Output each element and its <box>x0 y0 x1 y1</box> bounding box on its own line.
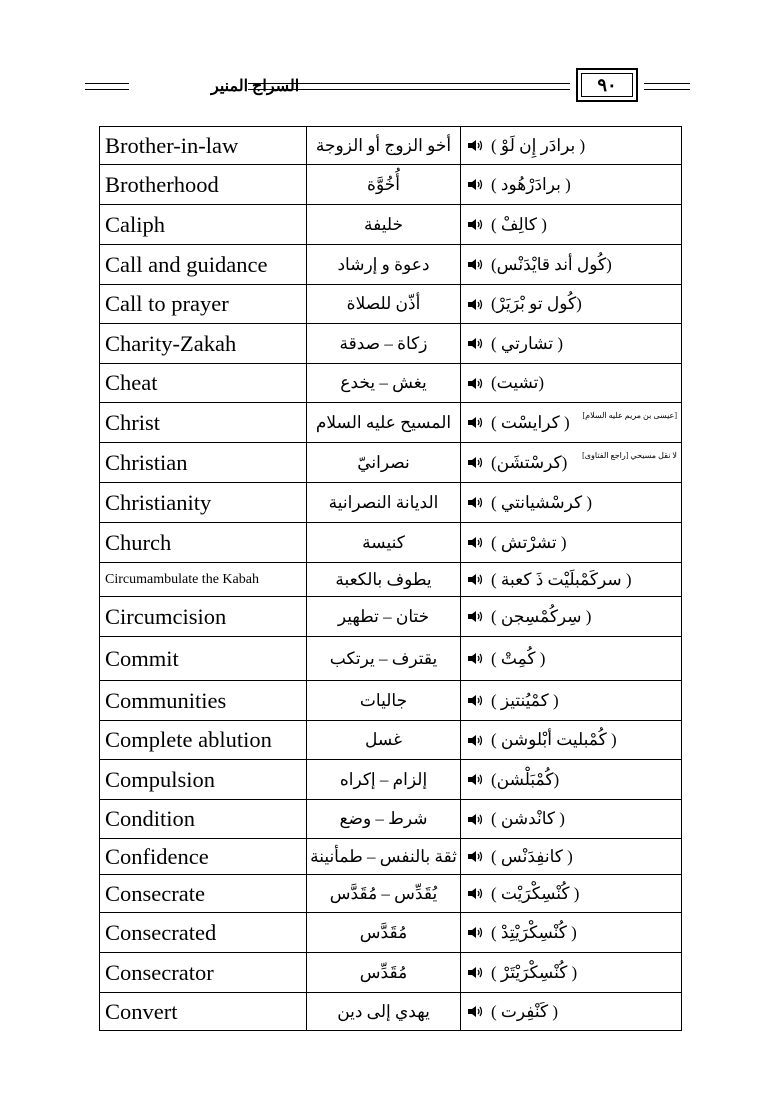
table-row <box>100 993 682 1031</box>
pronunciation-cell <box>461 953 682 993</box>
pronunciation-cell <box>461 127 682 165</box>
table-row <box>100 285 682 324</box>
header-rule <box>248 83 570 84</box>
english-term: Brotherhood <box>100 165 307 205</box>
pronunciation-text: ( تشارتي ) <box>491 333 564 353</box>
pronunciation-cell <box>461 403 682 443</box>
table-row <box>100 800 682 839</box>
english-term: Commit <box>100 637 307 681</box>
header-rule <box>85 89 129 90</box>
table-row <box>100 760 682 800</box>
english-term: Complete ablution <box>100 721 307 760</box>
pronunciation-text: (كرسْتشَن) <box>491 452 568 472</box>
english-term: Compulsion <box>100 760 307 800</box>
english-term: Christ <box>100 403 307 443</box>
table-row <box>100 245 682 285</box>
header-rule <box>85 83 129 84</box>
english-term: Circumambulate the Kabah <box>100 563 307 597</box>
english-term: Caliph <box>100 205 307 245</box>
pronunciation-text: ( كُنْسِكْرَيْت ) <box>491 883 580 903</box>
arabic-meaning: الديانة النصرانية <box>307 483 461 523</box>
page-number-box <box>576 68 638 102</box>
arabic-meaning: جاليات <box>307 681 461 721</box>
english-term: Christian <box>100 443 307 483</box>
table-row <box>100 127 682 165</box>
table-row <box>100 364 682 403</box>
pronunciation-cell <box>461 875 682 913</box>
arabic-meaning: زكاة – صدقة <box>307 324 461 364</box>
pronunciation-text: (كُمْبَلْشن) <box>491 769 560 789</box>
speaker-icon[interactable] <box>467 1005 483 1018</box>
arabic-meaning: غسل <box>307 721 461 760</box>
pronunciation-text: ( كرايسْت ) <box>491 412 570 432</box>
speaker-icon[interactable] <box>467 178 483 191</box>
pronunciation-cell <box>461 993 682 1031</box>
pronunciation-cell <box>461 245 682 285</box>
english-term: Circumcision <box>100 597 307 637</box>
pronunciation-note: [عيسى بن مريم عليه السلام] <box>582 411 677 420</box>
english-term: Cheat <box>100 364 307 403</box>
pronunciation-text: ( كانْدشن ) <box>491 809 565 828</box>
speaker-icon[interactable] <box>467 573 483 586</box>
arabic-meaning: مُقَدِّس <box>307 953 461 993</box>
pronunciation-text: ( برادَر إِن لَوْ ) <box>491 135 586 155</box>
table-row <box>100 324 682 364</box>
pronunciation-text: (كُول أند قايْدَنْس) <box>491 254 612 274</box>
pronunciation-cell <box>461 324 682 364</box>
pronunciation-cell <box>461 285 682 324</box>
pronunciation-cell <box>461 800 682 839</box>
pronunciation-cell <box>461 839 682 875</box>
speaker-icon[interactable] <box>467 416 483 429</box>
speaker-icon[interactable] <box>467 610 483 623</box>
english-term: Call and guidance <box>100 245 307 285</box>
arabic-meaning: يطوف بالكعبة <box>307 563 461 597</box>
pronunciation-text: ( كمْيُنتيز ) <box>491 690 559 710</box>
pronunciation-text: ( كُمْبليت أبْلوشن ) <box>491 730 617 749</box>
speaker-icon[interactable] <box>467 694 483 707</box>
table-row <box>100 563 682 597</box>
speaker-icon[interactable] <box>467 734 483 747</box>
speaker-icon[interactable] <box>467 496 483 509</box>
arabic-meaning: نصرانيّ <box>307 443 461 483</box>
arabic-meaning: المسيح عليه السلام <box>307 403 461 443</box>
pronunciation-text: ( كُنْسِكْرَيْتَرْ ) <box>491 962 578 982</box>
table-row <box>100 875 682 913</box>
arabic-meaning: أخو الزوج أو الزوجة <box>307 127 461 165</box>
pronunciation-cell <box>461 205 682 245</box>
arabic-meaning: أذّن للصلاة <box>307 285 461 324</box>
pronunciation-text: ( سِركُمْسِجن ) <box>491 606 592 626</box>
page-number: ٩٠ <box>581 73 633 97</box>
pronunciation-cell <box>461 721 682 760</box>
pronunciation-cell <box>461 681 682 721</box>
pronunciation-text: ( كُنْسِكْرَيْتِدْ ) <box>491 922 577 942</box>
english-term: Consecrator <box>100 953 307 993</box>
speaker-icon[interactable] <box>467 887 483 900</box>
pronunciation-note: لا نقل مسيحي [راجع الفتاوى] <box>582 451 677 460</box>
english-term: Church <box>100 523 307 563</box>
arabic-meaning: يغش – يخدع <box>307 364 461 403</box>
header-rule <box>248 89 570 90</box>
arabic-meaning: دعوة و إرشاد <box>307 245 461 285</box>
arabic-meaning: كنيسة <box>307 523 461 563</box>
table-row <box>100 443 682 483</box>
pronunciation-cell <box>461 364 682 403</box>
pronunciation-text: ( كَنْفِرت ) <box>491 1001 559 1021</box>
speaker-icon[interactable] <box>467 298 483 311</box>
arabic-meaning: إلزام – إكراه <box>307 760 461 800</box>
table-row <box>100 721 682 760</box>
glossary-table <box>99 126 682 1031</box>
pronunciation-cell <box>461 760 682 800</box>
pronunciation-cell <box>461 913 682 953</box>
arabic-meaning: أُخُوَّة <box>307 165 461 205</box>
speaker-icon[interactable] <box>467 966 483 979</box>
english-term: Condition <box>100 800 307 839</box>
speaker-icon[interactable] <box>467 536 483 549</box>
table-row <box>100 953 682 993</box>
table-row <box>100 523 682 563</box>
pronunciation-cell <box>461 165 682 205</box>
table-row <box>100 681 682 721</box>
speaker-icon[interactable] <box>467 652 483 665</box>
speaker-icon[interactable] <box>467 926 483 939</box>
pronunciation-text: ( سركَمْبلَيْت ذَ كعبة ) <box>491 569 632 589</box>
table-row <box>100 205 682 245</box>
table-row <box>100 839 682 875</box>
speaker-icon[interactable] <box>467 258 483 271</box>
pronunciation-cell <box>461 443 682 483</box>
header-rule <box>644 83 690 84</box>
speaker-icon[interactable] <box>467 337 483 350</box>
arabic-meaning: شرط – وضع <box>307 800 461 839</box>
pronunciation-cell <box>461 597 682 637</box>
english-term: Confidence <box>100 839 307 875</box>
pronunciation-cell <box>461 637 682 681</box>
speaker-icon[interactable] <box>467 773 483 786</box>
english-term: Christianity <box>100 483 307 523</box>
english-term: Communities <box>100 681 307 721</box>
pronunciation-cell <box>461 523 682 563</box>
book-title: السراج المنير <box>211 78 300 95</box>
english-term: Brother-in-law <box>100 127 307 165</box>
arabic-meaning: يُقَدِّس – مُقَدَّس <box>307 875 461 913</box>
table-row <box>100 403 682 443</box>
arabic-meaning: يهدي إلى دين <box>307 993 461 1031</box>
speaker-icon[interactable] <box>467 813 483 826</box>
english-term: Convert <box>100 993 307 1031</box>
arabic-meaning: خليفة <box>307 205 461 245</box>
pronunciation-cell <box>461 483 682 523</box>
pronunciation-text: ( برادَرْهُود ) <box>491 174 571 194</box>
table-row <box>100 483 682 523</box>
pronunciation-text: ( كُمِتْ ) <box>491 648 546 668</box>
pronunciation-cell <box>461 563 682 597</box>
pronunciation-text: ( كرسْشيانتي ) <box>491 492 593 512</box>
page-header <box>80 66 692 106</box>
header-rule <box>644 89 690 90</box>
english-term: Call to prayer <box>100 285 307 324</box>
table-row <box>100 637 682 681</box>
table-row <box>100 165 682 205</box>
pronunciation-text: (كُول تو بْرَيَرْ) <box>491 294 582 313</box>
arabic-meaning: يقترف – يرتكب <box>307 637 461 681</box>
table-row <box>100 597 682 637</box>
speaker-icon[interactable] <box>467 377 483 390</box>
speaker-icon[interactable] <box>467 139 483 152</box>
english-term: Consecrate <box>100 875 307 913</box>
pronunciation-text: ( تشرْتش ) <box>491 532 567 552</box>
arabic-meaning: مُقَدَّس <box>307 913 461 953</box>
speaker-icon[interactable] <box>467 456 483 469</box>
speaker-icon[interactable] <box>467 218 483 231</box>
arabic-meaning: ثقة بالنفس – طمأنينة <box>307 839 461 875</box>
pronunciation-text: (تشيت) <box>491 373 545 392</box>
pronunciation-text: ( كانفِدَنْس ) <box>491 846 573 866</box>
english-term: Charity-Zakah <box>100 324 307 364</box>
english-term: Consecrated <box>100 913 307 953</box>
table-row <box>100 913 682 953</box>
pronunciation-text: ( كالِفْ ) <box>491 214 547 234</box>
arabic-meaning: ختان – تطهير <box>307 597 461 637</box>
speaker-icon[interactable] <box>467 850 483 863</box>
